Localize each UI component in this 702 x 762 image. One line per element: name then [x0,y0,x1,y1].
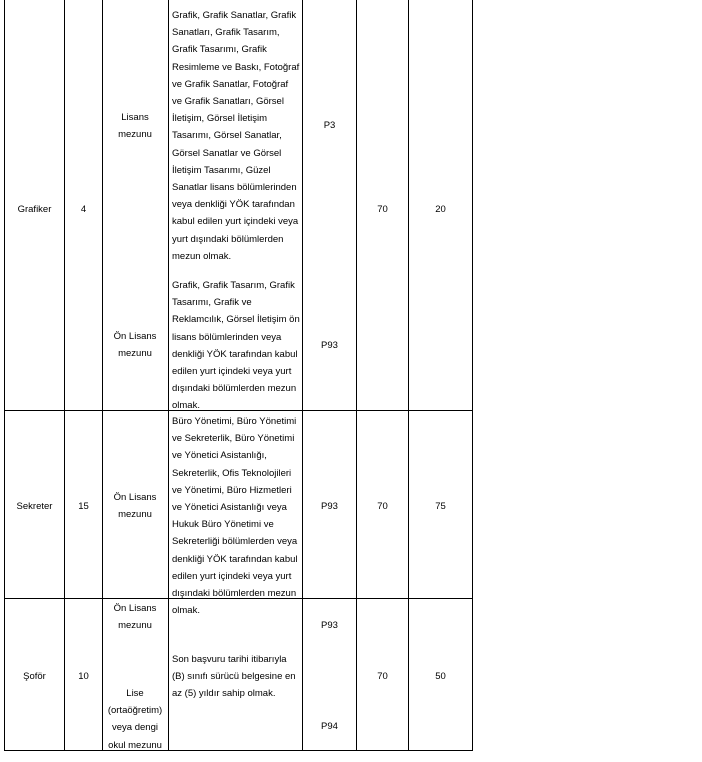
column-divider [356,0,357,751]
position-count: 10 [78,671,89,682]
minimum-score: 70 [377,671,388,682]
column-divider [302,0,303,751]
column-divider [472,0,473,751]
age-limit: 50 [435,671,446,682]
requirement-text: Son başvuru tarihi itibarıyla (B) sınıfı sürücü belgesine en az (5) yıldır sahip olmak. [172,654,296,700]
age-limit: 20 [435,204,446,215]
education-level: Ön Lisans mezunu [113,331,157,360]
position-title: Sekreter [16,501,53,512]
age-limit: 75 [435,501,446,512]
column-divider [168,0,169,751]
education-level: Ön Lisans mezunu [113,603,157,632]
requirement-text: Grafik, Grafik Sanatlar, Grafik Sanatları, Grafik Tasarım, Grafik Tasarımı, Grafik Resimleme ve Baskı, Fotoğraf ve Grafik Sanatlar, Fotoğraf ve Grafik Sanatları, Görsel İletişim, Görsel İletişim Tasarımı, Görsel Sanatlar, Görsel Sanatlar ve Görsel İletişim Tasarımı, Güzel Sanatlar lisans bölümlerinden veya denkliği YÖK tarafından kabul edilen yurt içindeki veya yurt dışındaki bölümlerden mezun olmak. [172,10,300,262]
position-title: Grafiker [17,204,52,215]
exam-score-type: P3 [323,120,336,131]
exam-score-type: P93 [321,501,338,512]
exam-score-type: P93 [321,340,338,351]
column-divider [4,0,5,751]
minimum-score: 70 [377,501,388,512]
education-level: Lisans mezunu [118,112,152,141]
column-divider [64,0,65,751]
position-title: Şoför [23,671,46,682]
exam-score-type: P94 [321,721,338,732]
table-bottom-border [4,750,472,751]
position-count: 4 [80,204,87,215]
exam-score-type: P93 [321,620,338,631]
column-divider [408,0,409,751]
requirement-text: Büro Yönetimi, Büro Yönetimi ve Sekreterlik, Büro Yönetimi ve Yönetici Asistanlığı, Sekreterlik, Ofis Teknolojileri ve Yönetimi, Büro Hizmetleri ve Yönetici Asistanlığı veya Hukuk Büro Yönetimi ve Sekreterliği bölümlerden veya denkliği YÖK tarafından kabul edilen yurt içindeki veya yurt dışındaki bölümlerden mezun olmak. [172,416,298,617]
education-level: Ön Lisans mezunu [113,492,157,521]
requirement-text: Grafik, Grafik Tasarım, Grafik Tasarımı, Grafik ve Reklamcılık, Görsel İletişim ön lisans bölümlerinden veya denkliği YÖK tarafından kabul edilen yurt içindeki veya yurt dışındaki bölümlerden mezun olmak. [172,280,300,412]
column-divider [102,0,103,751]
position-count: 15 [78,501,89,512]
education-level: Lise (ortaöğretim) veya dengi okul mezunu [107,688,163,751]
minimum-score: 70 [377,204,388,215]
